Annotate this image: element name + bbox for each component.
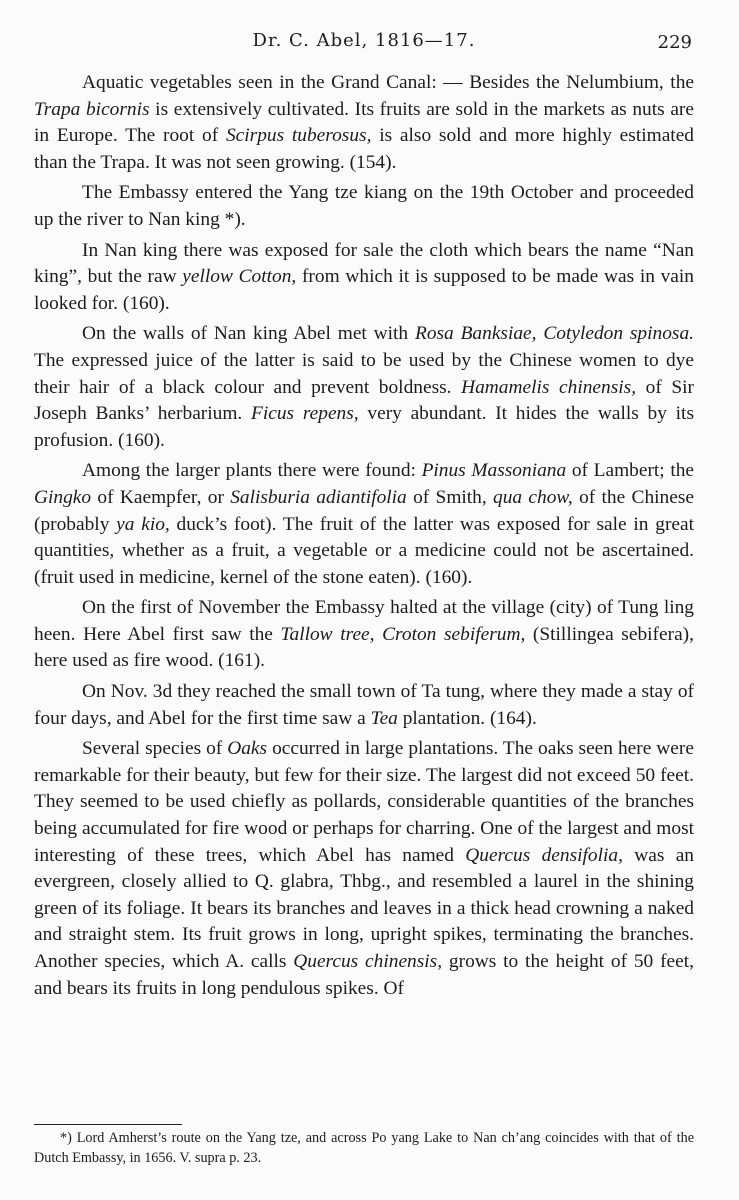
- text-run: is extensively cultivated. Its fruits are sold in the markets as nuts are in Europe. The root of: [34, 98, 694, 147]
- page-number: 229: [657, 32, 692, 53]
- italic-text: Oaks: [227, 738, 268, 760]
- italic-text: yellow Cotton,: [182, 266, 297, 288]
- text-run: The expressed juice of the latter is said to be used by the Chinese women to dye their hair of a black colour and prevent boldness.: [34, 349, 694, 398]
- italic-text: Quercus densifolia,: [465, 844, 623, 866]
- italic-text: Ficus repens,: [251, 403, 359, 425]
- text-run: of Lambert; the: [566, 460, 695, 482]
- text-run: occurred in large plantations. The oaks seen here were remarkable for their beauty, but few for their size. The largest did not exceed 50 feet. They seemed to be used chiefly as pollards, considerable quantities of the branches being accumulated for fire wood or perhaps for charring. One of the largest and most interesting of these trees, which Abel has named: [34, 738, 694, 866]
- text-run: (Stillingea sebifera), here used as fire wood. (161).: [34, 623, 694, 672]
- italic-text: Tallow tree, Croton sebiferum,: [280, 623, 526, 645]
- italic-text: Tea: [370, 707, 398, 729]
- text-run: of the Chinese (probably: [34, 486, 694, 535]
- running-title: Dr. C. Abel, 1816—17.: [252, 30, 476, 51]
- text-run: The Embassy entered the Yang tze kiang on the 19th October and proceeded up the river to Nan king *).: [34, 182, 694, 230]
- italic-text: Pinus Massoniana: [421, 460, 567, 482]
- footnote: *) Lord Amherst’s route on the Yang tze, and across Po yang Lake to Nan ch’ang coincides with that of the Dutch Embassy, in 1656. V. supra p. 23.: [34, 1130, 694, 1166]
- body-text: [34, 70, 694, 1002]
- paragraph: [34, 736, 694, 1002]
- paragraph: [34, 180, 694, 233]
- italic-text: Scirpus tuberosus,: [225, 125, 372, 147]
- text-run: Aquatic vegetables seen in the Grand Canal: — Besides the Nelumbium, the: [82, 72, 694, 93]
- text-run: On Nov. 3d they reached the small town of Ta tung, where they made a stay of four days, and Abel for the first time saw a: [34, 681, 694, 729]
- italic-text: qua chow,: [493, 486, 573, 508]
- paragraph: [34, 595, 694, 675]
- text-run: duck’s foot). The fruit of the latter was exposed for sale in great quantities, whether as a fruit, a vegetable or a medicine could not be ascertained. (fruit used in medicine, kernel of the stone eaten). (160).: [34, 513, 695, 588]
- text-run: On the first of November the Embassy halted at the village (city) of Tung ling heen. Here Abel first saw the: [34, 597, 694, 645]
- paragraph: [34, 238, 694, 318]
- text-run: Among the larger plants there were found:: [82, 460, 422, 482]
- italic-text: Trapa bicornis: [34, 98, 150, 120]
- paragraph: [34, 321, 694, 454]
- paragraph: [34, 679, 694, 732]
- footnote-rule: [34, 1124, 182, 1125]
- italic-text: Gingko: [34, 486, 92, 508]
- text-run: grows to the height of 50 feet, and bears its fruits in long pendulous spikes. Of: [34, 951, 694, 999]
- text-run: of Sir Joseph Banks’ herbarium.: [34, 376, 695, 425]
- running-head: [34, 28, 694, 62]
- italic-text: Hamamelis chinensis,: [461, 376, 637, 398]
- italic-text: ya kio,: [116, 513, 170, 535]
- italic-text: Rosa Banksiae, Cotyledon spinosa.: [414, 323, 694, 345]
- italic-text: Quercus chinensis,: [293, 951, 443, 972]
- text-run: was an evergreen, closely allied to Q. glabra, Thbg., and resembled a laurel in the shining green of its foliage. It bears its branches and leaves in a thick head crowning a naked and straight stem. Its fruit grows in long, upright spikes, terminating the branches. Another species, which A. calls: [34, 844, 694, 972]
- text-run: Several species of: [82, 738, 228, 760]
- paragraph: [34, 458, 694, 591]
- text-run: In Nan king there was exposed for sale the cloth which bears the name “Nan king”, but the raw: [34, 239, 694, 288]
- text-run: On the walls of Nan king Abel met with: [82, 323, 415, 345]
- text-run: of Kaempfer, or: [91, 486, 231, 508]
- text-run: is also sold and more highly estimated than the Trapa. It was not seen growing. (154).: [34, 125, 694, 173]
- book-page: [34, 28, 694, 1006]
- text-run: of Smith,: [406, 486, 494, 508]
- text-run: from which it is supposed to be made was in vain looked for. (160).: [34, 266, 694, 314]
- paragraph: [34, 70, 694, 176]
- text-run: very abundant. It hides the walls by its profusion. (160).: [34, 403, 694, 451]
- italic-text: Salisburia adiantifolia: [230, 486, 407, 508]
- text-run: plantation. (164).: [397, 707, 537, 729]
